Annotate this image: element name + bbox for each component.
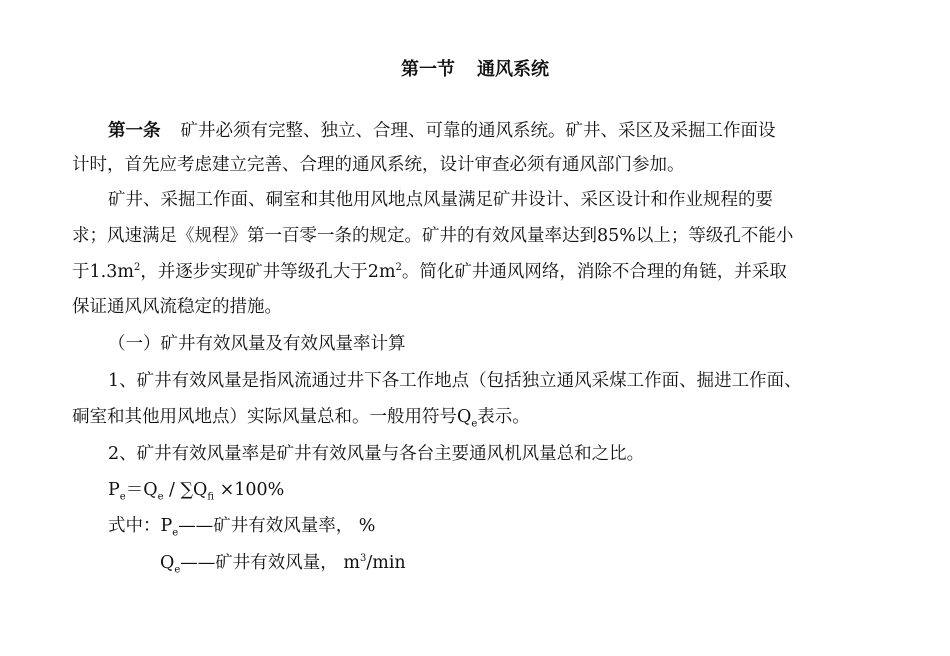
para2-line3-a: 于1.3m: [72, 262, 134, 282]
definition-qe-symbol: Q: [160, 553, 175, 573]
item1-line2-a: 硐室和其他用风地点）实际风量总和。一般用符号Q: [72, 407, 472, 427]
definition-qe-sub: e: [174, 564, 181, 576]
formula-q-sub: e: [157, 491, 164, 503]
formula-tail: ×100%: [214, 480, 285, 500]
formula-eq: ＝Q: [125, 480, 158, 500]
superscript-3: 3: [359, 553, 367, 565]
superscript-2: 2: [395, 262, 402, 274]
formula-p: P: [108, 480, 120, 500]
section-name: 通风系统: [477, 59, 549, 80]
article1-line2: 计时，首先应考虑建立完善、合理的通风系统，设计审查必须有通风部门参加。: [72, 155, 685, 175]
section-number: 第一节: [401, 59, 455, 80]
para2-line2: 求；风速满足《规程》第一百零一条的规定。矿井的有效风量率达到85%以上；等级孔不能小: [72, 226, 794, 246]
superscript-2: 2: [133, 262, 141, 274]
formula-p-sub: e: [119, 491, 126, 503]
subscript-e: e: [471, 418, 478, 430]
para2-line1: 矿井、采掘工作面、硐室和其他用风地点风量满足矿井设计、采区设计和作业规程的要: [108, 190, 773, 210]
definition-pe-sub: e: [172, 527, 179, 539]
section-title: [0, 58, 950, 82]
formula-div: / ∑Q: [163, 480, 208, 500]
para2-line3-c: 。简化矿井通风网络，消除不合理的角链，并采取: [401, 262, 787, 282]
item1-line2: [72, 405, 530, 429]
subsection-heading: （一）矿井有效风量及有效风量率计算: [108, 334, 406, 354]
article1-line1: [108, 119, 776, 143]
para2-line4: 保证通风风流稳定的措施。: [72, 297, 282, 317]
formula-qf-sub: fi: [207, 491, 215, 503]
para2-line3: [72, 260, 787, 284]
item1-line2-b: 表示。: [477, 407, 530, 427]
para2-line3-b: ，并逐步实现矿井等级孔大于2m: [140, 262, 396, 282]
formula: [108, 478, 284, 502]
definition-pe: [108, 514, 375, 538]
definition-prefix: 式中：P: [108, 516, 173, 536]
definition-pe-desc: ——矿井有效风量率， %: [178, 516, 376, 536]
item1-line1: 1、矿井有效风量是指风流通过井下各工作地点（包括独立通风采煤工作面、掘进工作面、: [108, 371, 802, 391]
article1-text-1: 矿井必须有完整、独立、合理、可靠的通风系统。矿井、采区及采掘工作面设: [180, 121, 776, 141]
definition-qe-unit: /min: [366, 553, 406, 573]
item2-line1: 2、矿井有效风量率是矿井有效风量与各台主要通风机风量总和之比。: [108, 444, 645, 464]
definition-qe: [160, 551, 406, 575]
article-label: 第一条: [108, 121, 161, 141]
definition-qe-desc: ——矿井有效风量， m: [180, 553, 360, 573]
